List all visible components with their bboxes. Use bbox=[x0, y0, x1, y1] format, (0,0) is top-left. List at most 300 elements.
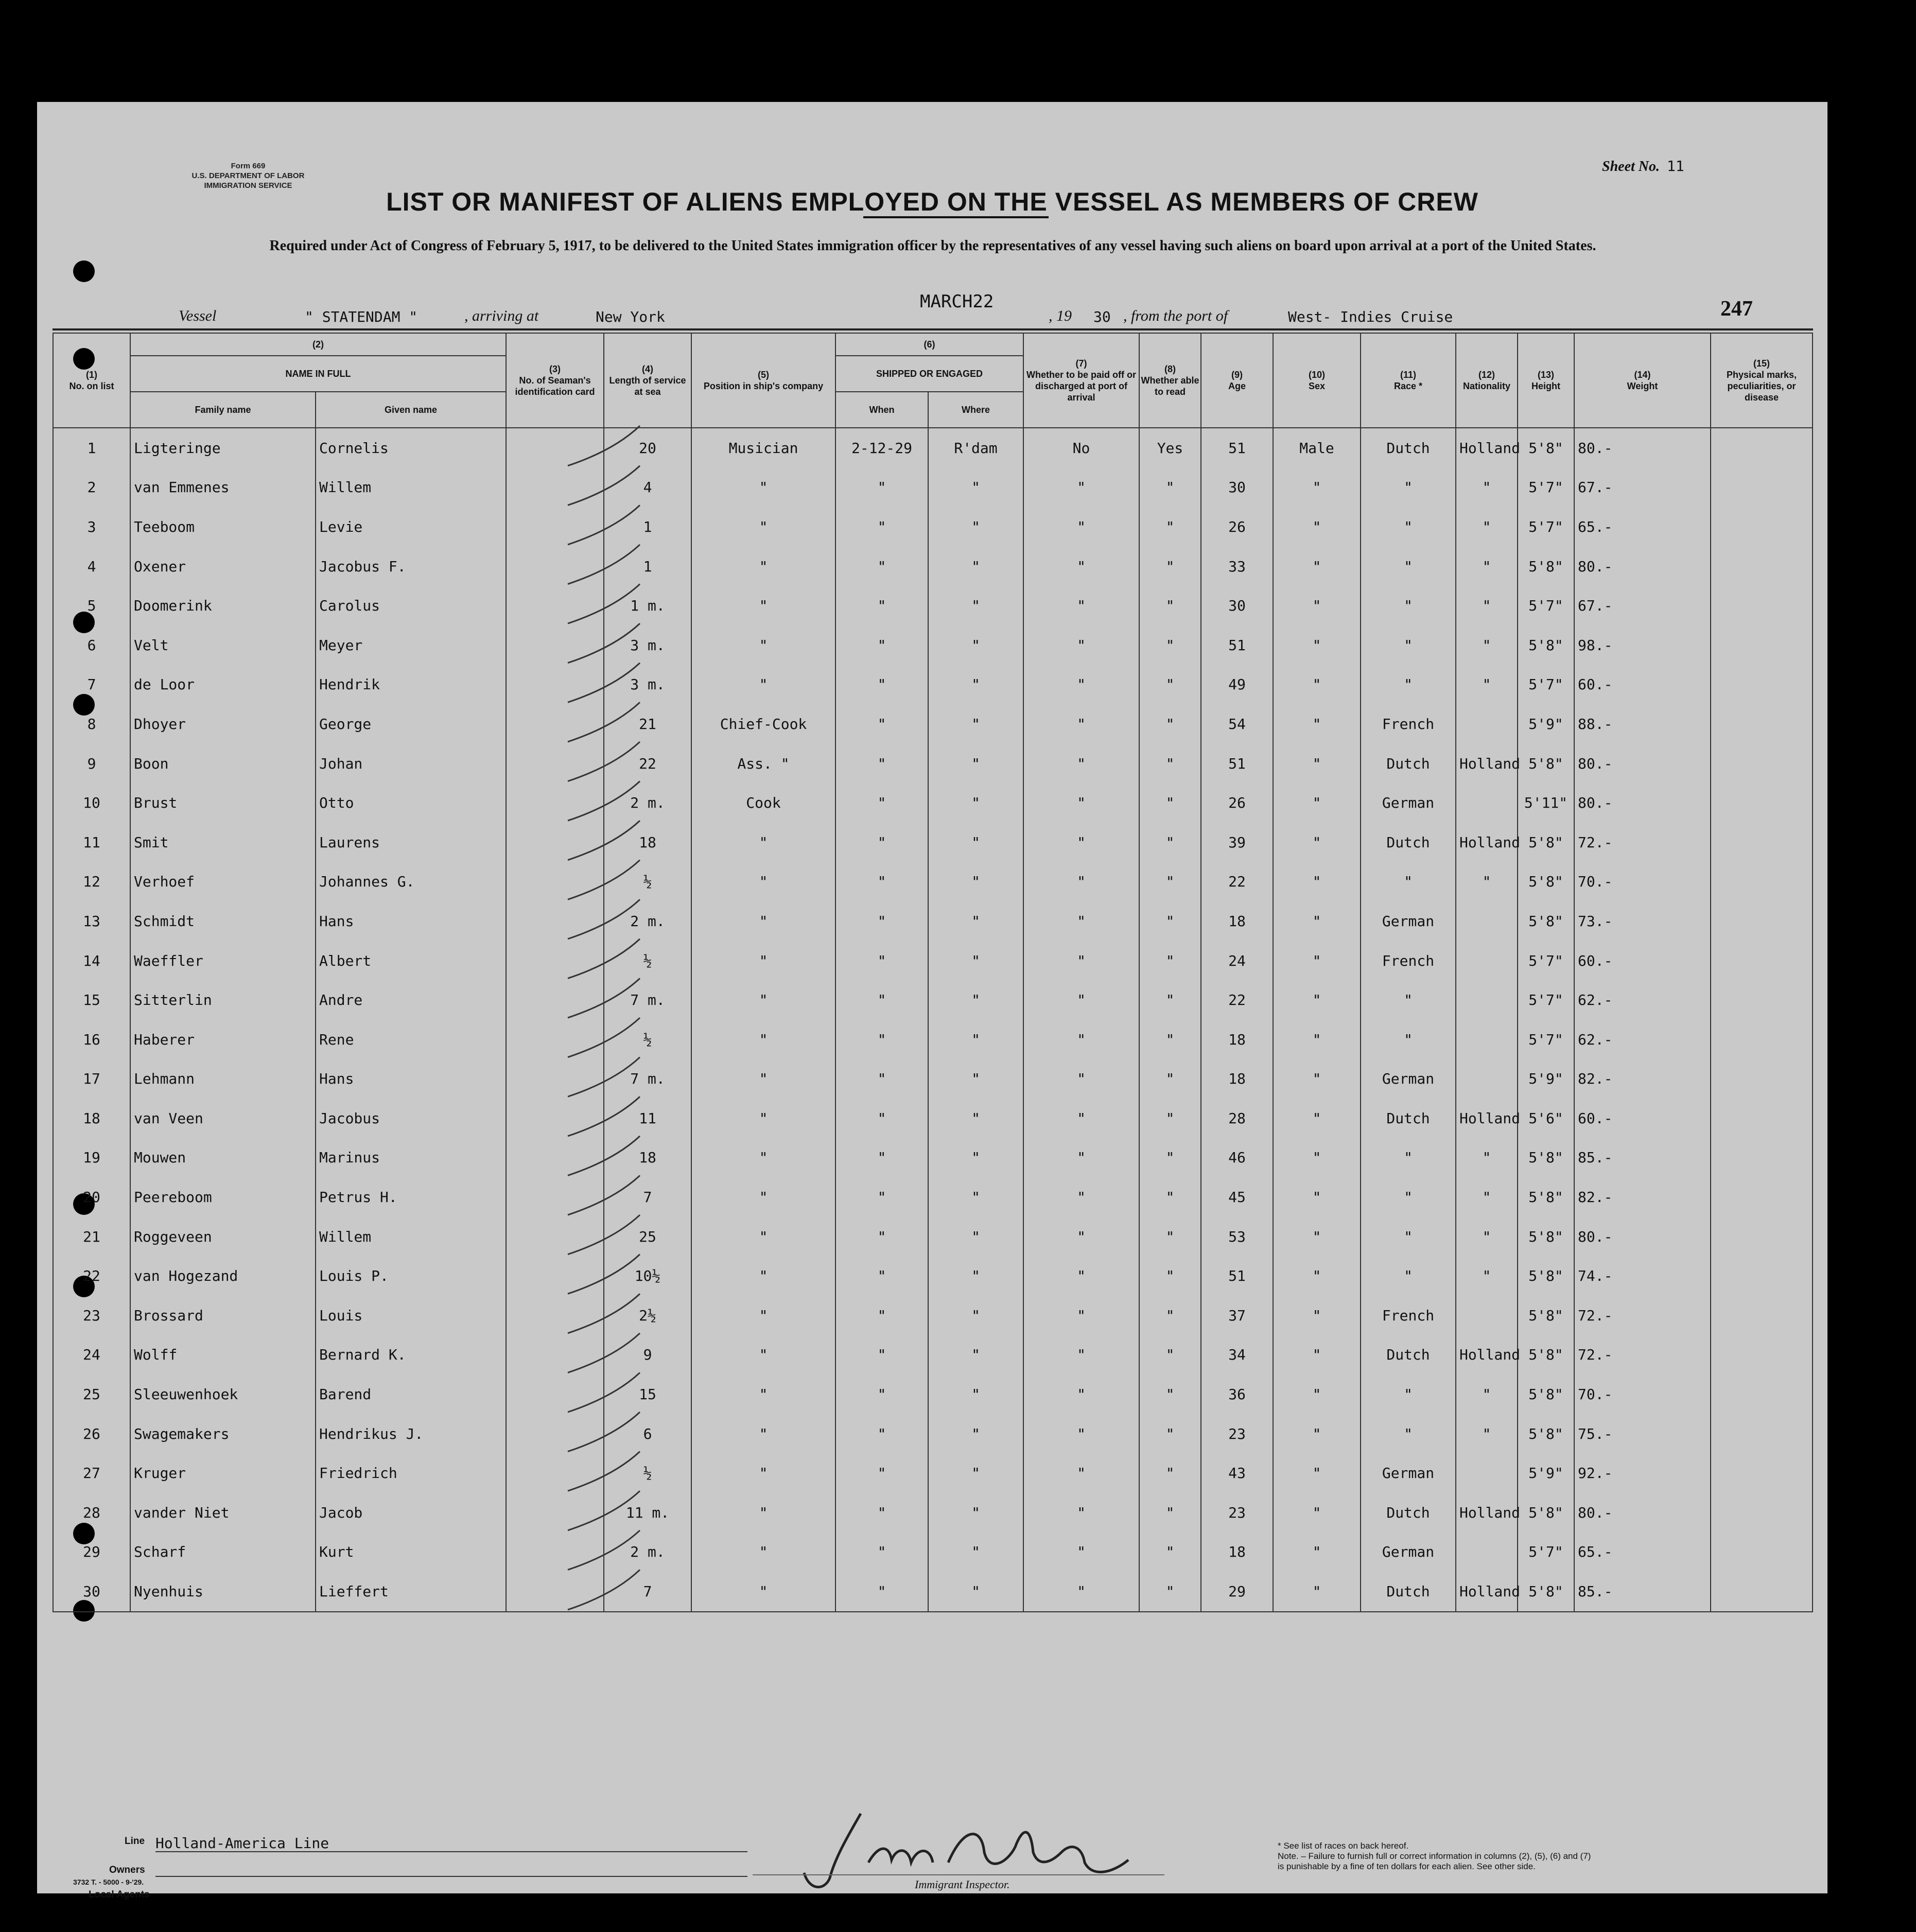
height: 5'8" bbox=[1518, 1493, 1574, 1533]
given-name: Andre bbox=[316, 980, 506, 1020]
sex: " bbox=[1273, 744, 1361, 784]
position: " bbox=[691, 625, 835, 665]
col-number: (13) bbox=[1537, 370, 1554, 380]
able-to-read: " bbox=[1139, 1493, 1201, 1533]
paid-off: " bbox=[1023, 1059, 1139, 1099]
vessel-label: Vessel bbox=[179, 307, 217, 324]
shipped-when: " bbox=[835, 941, 928, 981]
sex: " bbox=[1273, 1335, 1361, 1375]
family-name: Waeffler bbox=[130, 941, 316, 981]
nationality bbox=[1456, 783, 1518, 823]
row-number: 5 bbox=[53, 586, 130, 625]
height: 5'8" bbox=[1518, 1217, 1574, 1257]
sex: " bbox=[1273, 1453, 1361, 1493]
physical-marks-cell bbox=[1711, 1533, 1813, 1572]
seaman-id-cell bbox=[506, 980, 604, 1020]
paid-off: " bbox=[1023, 1020, 1139, 1059]
shipped-where: " bbox=[928, 1453, 1023, 1493]
row-number: 13 bbox=[53, 901, 130, 941]
punch-hole bbox=[73, 260, 95, 282]
row-number: 21 bbox=[53, 1217, 130, 1257]
weight: 85.- bbox=[1574, 1572, 1711, 1612]
position: " bbox=[691, 665, 835, 705]
paid-off: " bbox=[1023, 1138, 1139, 1178]
given-name: Jacobus F. bbox=[316, 547, 506, 586]
family-name: Roggeveen bbox=[130, 1217, 316, 1257]
seaman-id-cell bbox=[506, 1335, 604, 1375]
given-name: Friedrich bbox=[316, 1453, 506, 1493]
table-row bbox=[53, 428, 1813, 468]
family-name: Velt bbox=[130, 625, 316, 665]
given-name: Hendrikus J. bbox=[316, 1414, 506, 1454]
sex: " bbox=[1273, 941, 1361, 981]
length-of-service: 2 m. bbox=[604, 1533, 691, 1572]
paid-off: " bbox=[1023, 1099, 1139, 1138]
shipped-where: " bbox=[928, 1138, 1023, 1178]
row-number: 9 bbox=[53, 744, 130, 784]
age: 23 bbox=[1201, 1493, 1273, 1533]
seaman-id-cell bbox=[506, 586, 604, 625]
able-to-read: " bbox=[1139, 941, 1201, 981]
shipped-where: " bbox=[928, 547, 1023, 586]
age: 18 bbox=[1201, 1020, 1273, 1059]
col-title: Race * bbox=[1394, 381, 1423, 391]
col-header-length bbox=[604, 333, 691, 428]
shipped-when: " bbox=[835, 1533, 928, 1572]
able-to-read: " bbox=[1139, 901, 1201, 941]
nationality: Holland bbox=[1456, 823, 1518, 862]
paid-off: " bbox=[1023, 1177, 1139, 1217]
sex: " bbox=[1273, 1533, 1361, 1572]
table-row bbox=[53, 1177, 1813, 1217]
age: 51 bbox=[1201, 625, 1273, 665]
shipped-when: " bbox=[835, 1414, 928, 1454]
height: 5'8" bbox=[1518, 1335, 1574, 1375]
shipped-when: " bbox=[835, 1099, 928, 1138]
shipped-where: " bbox=[928, 1059, 1023, 1099]
form-id-line: Form 669 bbox=[231, 162, 266, 170]
manifest-sheet bbox=[37, 102, 1827, 1900]
row-number: 27 bbox=[53, 1453, 130, 1493]
race: Dutch bbox=[1361, 1335, 1456, 1375]
family-name: Kruger bbox=[130, 1453, 316, 1493]
inspector-label: Immigrant Inspector. bbox=[915, 1878, 1010, 1891]
height: 5'7" bbox=[1518, 468, 1574, 508]
age: 26 bbox=[1201, 507, 1273, 547]
length-of-service: 6 bbox=[604, 1414, 691, 1454]
crew-table-wrapper bbox=[53, 333, 1813, 1612]
col-number-2: (2) bbox=[130, 333, 506, 356]
height: 5'8" bbox=[1518, 547, 1574, 586]
sex: " bbox=[1273, 823, 1361, 862]
weight: 74.- bbox=[1574, 1256, 1711, 1296]
col-header-weight bbox=[1574, 333, 1711, 428]
sex: " bbox=[1273, 665, 1361, 705]
col-number: (7) bbox=[1075, 358, 1087, 369]
nationality: " bbox=[1456, 1414, 1518, 1454]
row-number: 16 bbox=[53, 1020, 130, 1059]
paid-off: " bbox=[1023, 468, 1139, 508]
family-name: Brust bbox=[130, 783, 316, 823]
sex: " bbox=[1273, 1374, 1361, 1414]
shipped-where: " bbox=[928, 1414, 1023, 1454]
row-number: 1 bbox=[53, 428, 130, 468]
paid-off: " bbox=[1023, 823, 1139, 862]
position: " bbox=[691, 901, 835, 941]
weight: 70.- bbox=[1574, 1374, 1711, 1414]
family-name: Nyenhuis bbox=[130, 1572, 316, 1612]
shipped-where: R'dam bbox=[928, 428, 1023, 468]
sex: " bbox=[1273, 1493, 1361, 1533]
length-of-service: 3 m. bbox=[604, 665, 691, 705]
height: 5'8" bbox=[1518, 1296, 1574, 1335]
col-header-no bbox=[53, 333, 130, 428]
physical-marks-cell bbox=[1711, 1374, 1813, 1414]
paid-off: " bbox=[1023, 586, 1139, 625]
given-name: Hendrik bbox=[316, 665, 506, 705]
sex: " bbox=[1273, 901, 1361, 941]
age: 37 bbox=[1201, 1296, 1273, 1335]
height: 5'7" bbox=[1518, 980, 1574, 1020]
col-number: (9) bbox=[1231, 370, 1243, 380]
row-number: 17 bbox=[53, 1059, 130, 1099]
race: Dutch bbox=[1361, 1099, 1456, 1138]
weight: 80.- bbox=[1574, 783, 1711, 823]
table-row bbox=[53, 468, 1813, 508]
shipped-where: " bbox=[928, 1099, 1023, 1138]
given-name: Willem bbox=[316, 468, 506, 508]
col-title: Length of service at sea bbox=[609, 375, 686, 397]
shipped-when: " bbox=[835, 468, 928, 508]
seaman-id-cell bbox=[506, 1374, 604, 1414]
family-name: Sitterlin bbox=[130, 980, 316, 1020]
col-title: Age bbox=[1228, 381, 1246, 391]
nationality: Holland bbox=[1456, 744, 1518, 784]
year-label: , 19 bbox=[1049, 307, 1072, 324]
nationality: Holland bbox=[1456, 1493, 1518, 1533]
table-row bbox=[53, 1217, 1813, 1257]
paid-off: " bbox=[1023, 1296, 1139, 1335]
row-number: 22 bbox=[53, 1256, 130, 1296]
given-name: Meyer bbox=[316, 625, 506, 665]
col-title: Height bbox=[1531, 381, 1560, 391]
position: " bbox=[691, 1296, 835, 1335]
physical-marks-cell bbox=[1711, 744, 1813, 784]
nationality: " bbox=[1456, 625, 1518, 665]
shipped-when: " bbox=[835, 507, 928, 547]
shipped-when: " bbox=[835, 901, 928, 941]
given-name: Carolus bbox=[316, 586, 506, 625]
nationality: " bbox=[1456, 1217, 1518, 1257]
table-row bbox=[53, 744, 1813, 784]
nationality bbox=[1456, 1059, 1518, 1099]
physical-marks-cell bbox=[1711, 823, 1813, 862]
position: " bbox=[691, 1256, 835, 1296]
shipped-when: " bbox=[835, 862, 928, 902]
col-header-family-name: Family name bbox=[130, 392, 316, 428]
height: 5'8" bbox=[1518, 744, 1574, 784]
shipped-when: " bbox=[835, 823, 928, 862]
physical-marks-cell bbox=[1711, 1059, 1813, 1099]
sex: " bbox=[1273, 1059, 1361, 1099]
height: 5'8" bbox=[1518, 1414, 1574, 1454]
physical-marks-cell bbox=[1711, 1099, 1813, 1138]
physical-marks-cell bbox=[1711, 586, 1813, 625]
shipped-where: " bbox=[928, 704, 1023, 744]
race: " bbox=[1361, 1256, 1456, 1296]
shipped-when: " bbox=[835, 547, 928, 586]
age: 51 bbox=[1201, 1256, 1273, 1296]
physical-marks-cell bbox=[1711, 1138, 1813, 1178]
nationality: " bbox=[1456, 1138, 1518, 1178]
height: 5'8" bbox=[1518, 1138, 1574, 1178]
seaman-id-cell bbox=[506, 507, 604, 547]
physical-marks-cell bbox=[1711, 1217, 1813, 1257]
given-name: Bernard K. bbox=[316, 1335, 506, 1375]
able-to-read: " bbox=[1139, 1099, 1201, 1138]
weight: 75.- bbox=[1574, 1414, 1711, 1454]
paid-off: " bbox=[1023, 1572, 1139, 1612]
weight: 73.- bbox=[1574, 901, 1711, 941]
paid-off: " bbox=[1023, 941, 1139, 981]
able-to-read: " bbox=[1139, 507, 1201, 547]
given-name: Louis P. bbox=[316, 1256, 506, 1296]
row-number: 7 bbox=[53, 665, 130, 705]
shipped-when: " bbox=[835, 665, 928, 705]
age: 30 bbox=[1201, 468, 1273, 508]
age: 51 bbox=[1201, 428, 1273, 468]
family-name: Dhoyer bbox=[130, 704, 316, 744]
col-title: No. of Seaman's identification card bbox=[515, 375, 595, 397]
weight: 72.- bbox=[1574, 1296, 1711, 1335]
col-number: (10) bbox=[1308, 370, 1325, 380]
family-name: van Hogezand bbox=[130, 1256, 316, 1296]
seaman-id-cell bbox=[506, 1296, 604, 1335]
row-number: 20 bbox=[53, 1177, 130, 1217]
race: " bbox=[1361, 1177, 1456, 1217]
age: 18 bbox=[1201, 901, 1273, 941]
given-name: Laurens bbox=[316, 823, 506, 862]
length-of-service: 20 bbox=[604, 428, 691, 468]
age: 54 bbox=[1201, 704, 1273, 744]
sex: " bbox=[1273, 1217, 1361, 1257]
race: " bbox=[1361, 862, 1456, 902]
able-to-read: " bbox=[1139, 1138, 1201, 1178]
length-of-service: 18 bbox=[604, 1138, 691, 1178]
table-row bbox=[53, 1256, 1813, 1296]
able-to-read: " bbox=[1139, 704, 1201, 744]
seaman-id-cell bbox=[506, 1059, 604, 1099]
col-title: No. on list bbox=[69, 381, 114, 391]
paid-off: " bbox=[1023, 744, 1139, 784]
family-name: vander Niet bbox=[130, 1493, 316, 1533]
table-row bbox=[53, 1493, 1813, 1533]
col-header-paid-off bbox=[1023, 333, 1139, 428]
vessel-line bbox=[37, 300, 1827, 331]
weight: 60.- bbox=[1574, 941, 1711, 981]
form-id-line: IMMIGRATION SERVICE bbox=[204, 181, 292, 190]
height: 5'8" bbox=[1518, 823, 1574, 862]
col-header-age bbox=[1201, 333, 1273, 428]
table-row bbox=[53, 1296, 1813, 1335]
seaman-id-cell bbox=[506, 941, 604, 981]
length-of-service: 7 m. bbox=[604, 980, 691, 1020]
position: " bbox=[691, 1177, 835, 1217]
physical-marks-cell bbox=[1711, 547, 1813, 586]
family-name: Mouwen bbox=[130, 1138, 316, 1178]
height: 5'7" bbox=[1518, 1020, 1574, 1059]
table-row bbox=[53, 704, 1813, 744]
given-name: George bbox=[316, 704, 506, 744]
weight: 82.- bbox=[1574, 1177, 1711, 1217]
shipped-where: " bbox=[928, 468, 1023, 508]
age: 51 bbox=[1201, 744, 1273, 784]
weight: 65.- bbox=[1574, 507, 1711, 547]
height: 5'8" bbox=[1518, 1256, 1574, 1296]
seaman-id-cell bbox=[506, 862, 604, 902]
shipped-where: " bbox=[928, 862, 1023, 902]
shipped-where: " bbox=[928, 1217, 1023, 1257]
seaman-id-cell bbox=[506, 1099, 604, 1138]
sex: " bbox=[1273, 1414, 1361, 1454]
physical-marks-cell bbox=[1711, 428, 1813, 468]
nationality bbox=[1456, 1020, 1518, 1059]
shipped-when: " bbox=[835, 1020, 928, 1059]
row-number: 30 bbox=[53, 1572, 130, 1612]
col-title: Sex bbox=[1308, 381, 1326, 391]
required-statement: Required under Act of Congress of February 5, 1917, to be delivered to the United States immigration officer by the representatives of any vessel having such aliens on board upon arrival at a port of the United States. bbox=[269, 238, 1596, 254]
shipped-when: " bbox=[835, 1335, 928, 1375]
family-name: Haberer bbox=[130, 1020, 316, 1059]
shipped-where: " bbox=[928, 1374, 1023, 1414]
height: 5'11" bbox=[1518, 783, 1574, 823]
position: " bbox=[691, 547, 835, 586]
row-number: 23 bbox=[53, 1296, 130, 1335]
physical-marks-cell bbox=[1711, 625, 1813, 665]
shipped-where: " bbox=[928, 507, 1023, 547]
race: " bbox=[1361, 980, 1456, 1020]
height: 5'7" bbox=[1518, 1533, 1574, 1572]
given-name: Barend bbox=[316, 1374, 506, 1414]
sex: " bbox=[1273, 1256, 1361, 1296]
shipped-when: " bbox=[835, 1493, 928, 1533]
position: " bbox=[691, 1217, 835, 1257]
row-number: 28 bbox=[53, 1493, 130, 1533]
row-number: 11 bbox=[53, 823, 130, 862]
race: Dutch bbox=[1361, 744, 1456, 784]
nationality bbox=[1456, 1453, 1518, 1493]
able-to-read: Yes bbox=[1139, 428, 1201, 468]
col-header-shipped: SHIPPED OR ENGAGED bbox=[835, 356, 1023, 392]
seaman-id-cell bbox=[506, 1414, 604, 1454]
length-of-service: ½ bbox=[604, 941, 691, 981]
length-of-service: 21 bbox=[604, 704, 691, 744]
age: 24 bbox=[1201, 941, 1273, 981]
length-of-service: 11 m. bbox=[604, 1493, 691, 1533]
vessel-name: " STATENDAM " bbox=[305, 308, 418, 325]
able-to-read: " bbox=[1139, 980, 1201, 1020]
able-to-read: " bbox=[1139, 1177, 1201, 1217]
col-title: Whether to be paid off or discharged at port of arrival bbox=[1026, 370, 1136, 403]
height: 5'8" bbox=[1518, 1374, 1574, 1414]
col-header-seaman-id bbox=[506, 333, 604, 428]
row-number: 4 bbox=[53, 547, 130, 586]
shipped-when: " bbox=[835, 1059, 928, 1099]
race: " bbox=[1361, 468, 1456, 508]
shipped-where: " bbox=[928, 901, 1023, 941]
footer-note: Note. – Failure to furnish full or correct information in columns (2), (5), (6) and (7) bbox=[1278, 1851, 1591, 1861]
form-number: 3732 T. - 5000 - 9-'29. bbox=[73, 1878, 144, 1886]
sex: " bbox=[1273, 625, 1361, 665]
col-title: Whether able to read bbox=[1141, 375, 1199, 397]
race: " bbox=[1361, 1217, 1456, 1257]
weight: 72.- bbox=[1574, 1335, 1711, 1375]
weight: 80.- bbox=[1574, 547, 1711, 586]
weight: 72.- bbox=[1574, 823, 1711, 862]
family-name: Boon bbox=[130, 744, 316, 784]
race: German bbox=[1361, 1533, 1456, 1572]
row-number: 15 bbox=[53, 980, 130, 1020]
shipped-when: " bbox=[835, 625, 928, 665]
paid-off: " bbox=[1023, 1335, 1139, 1375]
weight: 67.- bbox=[1574, 468, 1711, 508]
height: 5'8" bbox=[1518, 625, 1574, 665]
shipped-when: " bbox=[835, 1296, 928, 1335]
shipped-where: " bbox=[928, 1020, 1023, 1059]
position: " bbox=[691, 586, 835, 625]
paid-off: " bbox=[1023, 704, 1139, 744]
able-to-read: " bbox=[1139, 1453, 1201, 1493]
age: 39 bbox=[1201, 823, 1273, 862]
row-number: 10 bbox=[53, 783, 130, 823]
row-number: 29 bbox=[53, 1533, 130, 1572]
position: " bbox=[691, 1533, 835, 1572]
nationality bbox=[1456, 1533, 1518, 1572]
seaman-id-cell bbox=[506, 1572, 604, 1612]
given-name: Albert bbox=[316, 941, 506, 981]
footer bbox=[53, 1713, 1813, 1900]
shipped-when: " bbox=[835, 980, 928, 1020]
paid-off: " bbox=[1023, 901, 1139, 941]
position: " bbox=[691, 1099, 835, 1138]
shipped-where: " bbox=[928, 625, 1023, 665]
physical-marks-cell bbox=[1711, 1020, 1813, 1059]
col-header-where: Where bbox=[928, 392, 1023, 428]
height: 5'8" bbox=[1518, 428, 1574, 468]
length-of-service: 2 m. bbox=[604, 783, 691, 823]
weight: 80.- bbox=[1574, 428, 1711, 468]
table-row bbox=[53, 1099, 1813, 1138]
row-number: 24 bbox=[53, 1335, 130, 1375]
family-name: de Loor bbox=[130, 665, 316, 705]
sex: " bbox=[1273, 783, 1361, 823]
sex: " bbox=[1273, 1572, 1361, 1612]
seaman-id-cell bbox=[506, 1217, 604, 1257]
position: " bbox=[691, 862, 835, 902]
race: French bbox=[1361, 704, 1456, 744]
table-row bbox=[53, 823, 1813, 862]
table-row bbox=[53, 862, 1813, 902]
seaman-id-cell bbox=[506, 1453, 604, 1493]
age: 45 bbox=[1201, 1177, 1273, 1217]
weight: 88.- bbox=[1574, 704, 1711, 744]
paid-off: " bbox=[1023, 547, 1139, 586]
able-to-read: " bbox=[1139, 1414, 1201, 1454]
col-title: Physical marks, peculiarities, or disease bbox=[1726, 370, 1797, 403]
row-number: 3 bbox=[53, 507, 130, 547]
age: 43 bbox=[1201, 1453, 1273, 1493]
length-of-service: 9 bbox=[604, 1335, 691, 1375]
